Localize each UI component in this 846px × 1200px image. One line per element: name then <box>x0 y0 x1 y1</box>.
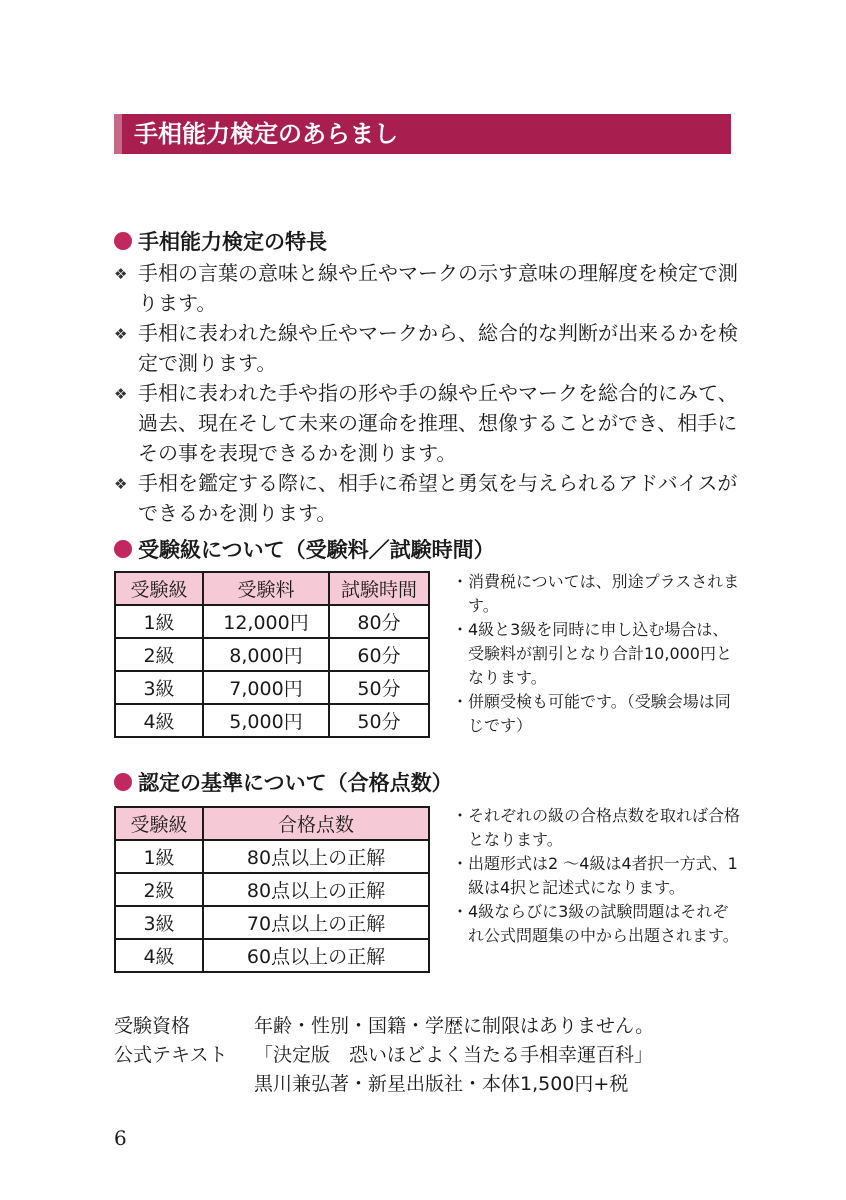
note-item: ・ 出題形式は2 〜4級は4者択一方式、1級は4択と記述式になります。 <box>452 854 738 897</box>
eligibility-row: 受験資格 年齢・性別・国籍・学歴に制限はありません。 <box>114 1015 655 1037</box>
criteria-table <box>114 806 430 973</box>
note-item: ・ 併願受検も可能です。（受験会場は同じです） <box>452 692 731 735</box>
list-item: ❖ 手相の言葉の意味と線や丘やマークの示す意味の理解度を検定で測ります。 <box>114 258 754 318</box>
note-item: ・ 4級と3級を同時に申し込む場合は、受験料が割引となり合計10,000円となります。 <box>452 620 732 687</box>
table-header-row <box>115 807 429 840</box>
note-item: ・ 消費税については、別途プラスされます。 <box>452 572 740 615</box>
column-header: 試験時間 <box>329 572 429 605</box>
diamond-bullet-icon: ❖ <box>114 385 128 403</box>
diamond-bullet-icon: ❖ <box>114 325 128 343</box>
bullet-dot-icon <box>114 232 132 250</box>
exam-info <box>114 1012 654 1099</box>
criteria-notes <box>452 804 742 948</box>
banner-title: 手相能力検定のあらまし <box>134 120 398 148</box>
table-row: 2級 8,000円 60分 <box>115 638 429 671</box>
features-list <box>114 258 754 528</box>
table-row: 2級 80点以上の正解 <box>115 873 429 906</box>
note-item: ・ それぞれの級の合格点数を取れば合格となります。 <box>452 806 741 849</box>
column-header: 受験料 <box>203 572 329 605</box>
official-text-row: 公式テキスト 「決定版 恐いほどよく当たる手相幸運百科」 <box>114 1044 654 1066</box>
fees-heading <box>114 534 495 564</box>
criteria-heading <box>114 767 453 797</box>
bullet-dot-icon <box>114 773 132 791</box>
table-row: 4級 60点以上の正解 <box>115 939 429 972</box>
column-header: 受験級 <box>115 572 203 605</box>
features-heading <box>114 226 327 256</box>
fees-notes <box>452 570 742 738</box>
table-row: 3級 7,000円 50分 <box>115 671 429 704</box>
note-item: ・ 4級ならびに3級の試験問題はそれぞれ公式問題集の中から出題されます。 <box>452 902 739 945</box>
list-item: ❖ 手相を鑑定する際に、相手に希望と勇気を与えられるアドバイスができるかを測ります。 <box>114 468 754 528</box>
official-text-detail-row: 黒川兼弘著・新星出版社・本体1,500円+税 <box>254 1073 629 1095</box>
criteria-heading-text: 認定の基準について（合格点数） <box>138 771 453 795</box>
diamond-bullet-icon: ❖ <box>114 475 128 493</box>
fees-table <box>114 571 430 738</box>
list-item: ❖ 手相に表われた線や丘やマークから、総合的な判断が出来るかを検定で測ります。 <box>114 318 754 378</box>
page-number: 6 <box>114 1126 127 1150</box>
list-item: ❖ 手相に表われた手や指の形や手の線や丘やマークを総合的にみて、過去、現在そして未来の運命を推理、想像することができ、相手にその事を表現できるかを測ります。 <box>114 378 754 468</box>
fees-heading-text: 受験級について（受験料／試験時間） <box>138 538 495 562</box>
table-row: 1級 12,000円 80分 <box>115 605 429 638</box>
features-heading-text: 手相能力検定の特長 <box>138 230 327 254</box>
bullet-dot-icon <box>114 540 132 558</box>
table-row: 1級 80点以上の正解 <box>115 840 429 873</box>
table-row: 4級 5,000円 50分 <box>115 704 429 737</box>
diamond-bullet-icon: ❖ <box>114 265 128 283</box>
table-row: 3級 70点以上の正解 <box>115 906 429 939</box>
column-header: 合格点数 <box>203 807 429 840</box>
column-header: 受験級 <box>115 807 203 840</box>
section-banner <box>114 114 731 154</box>
table-header-row <box>115 572 429 605</box>
